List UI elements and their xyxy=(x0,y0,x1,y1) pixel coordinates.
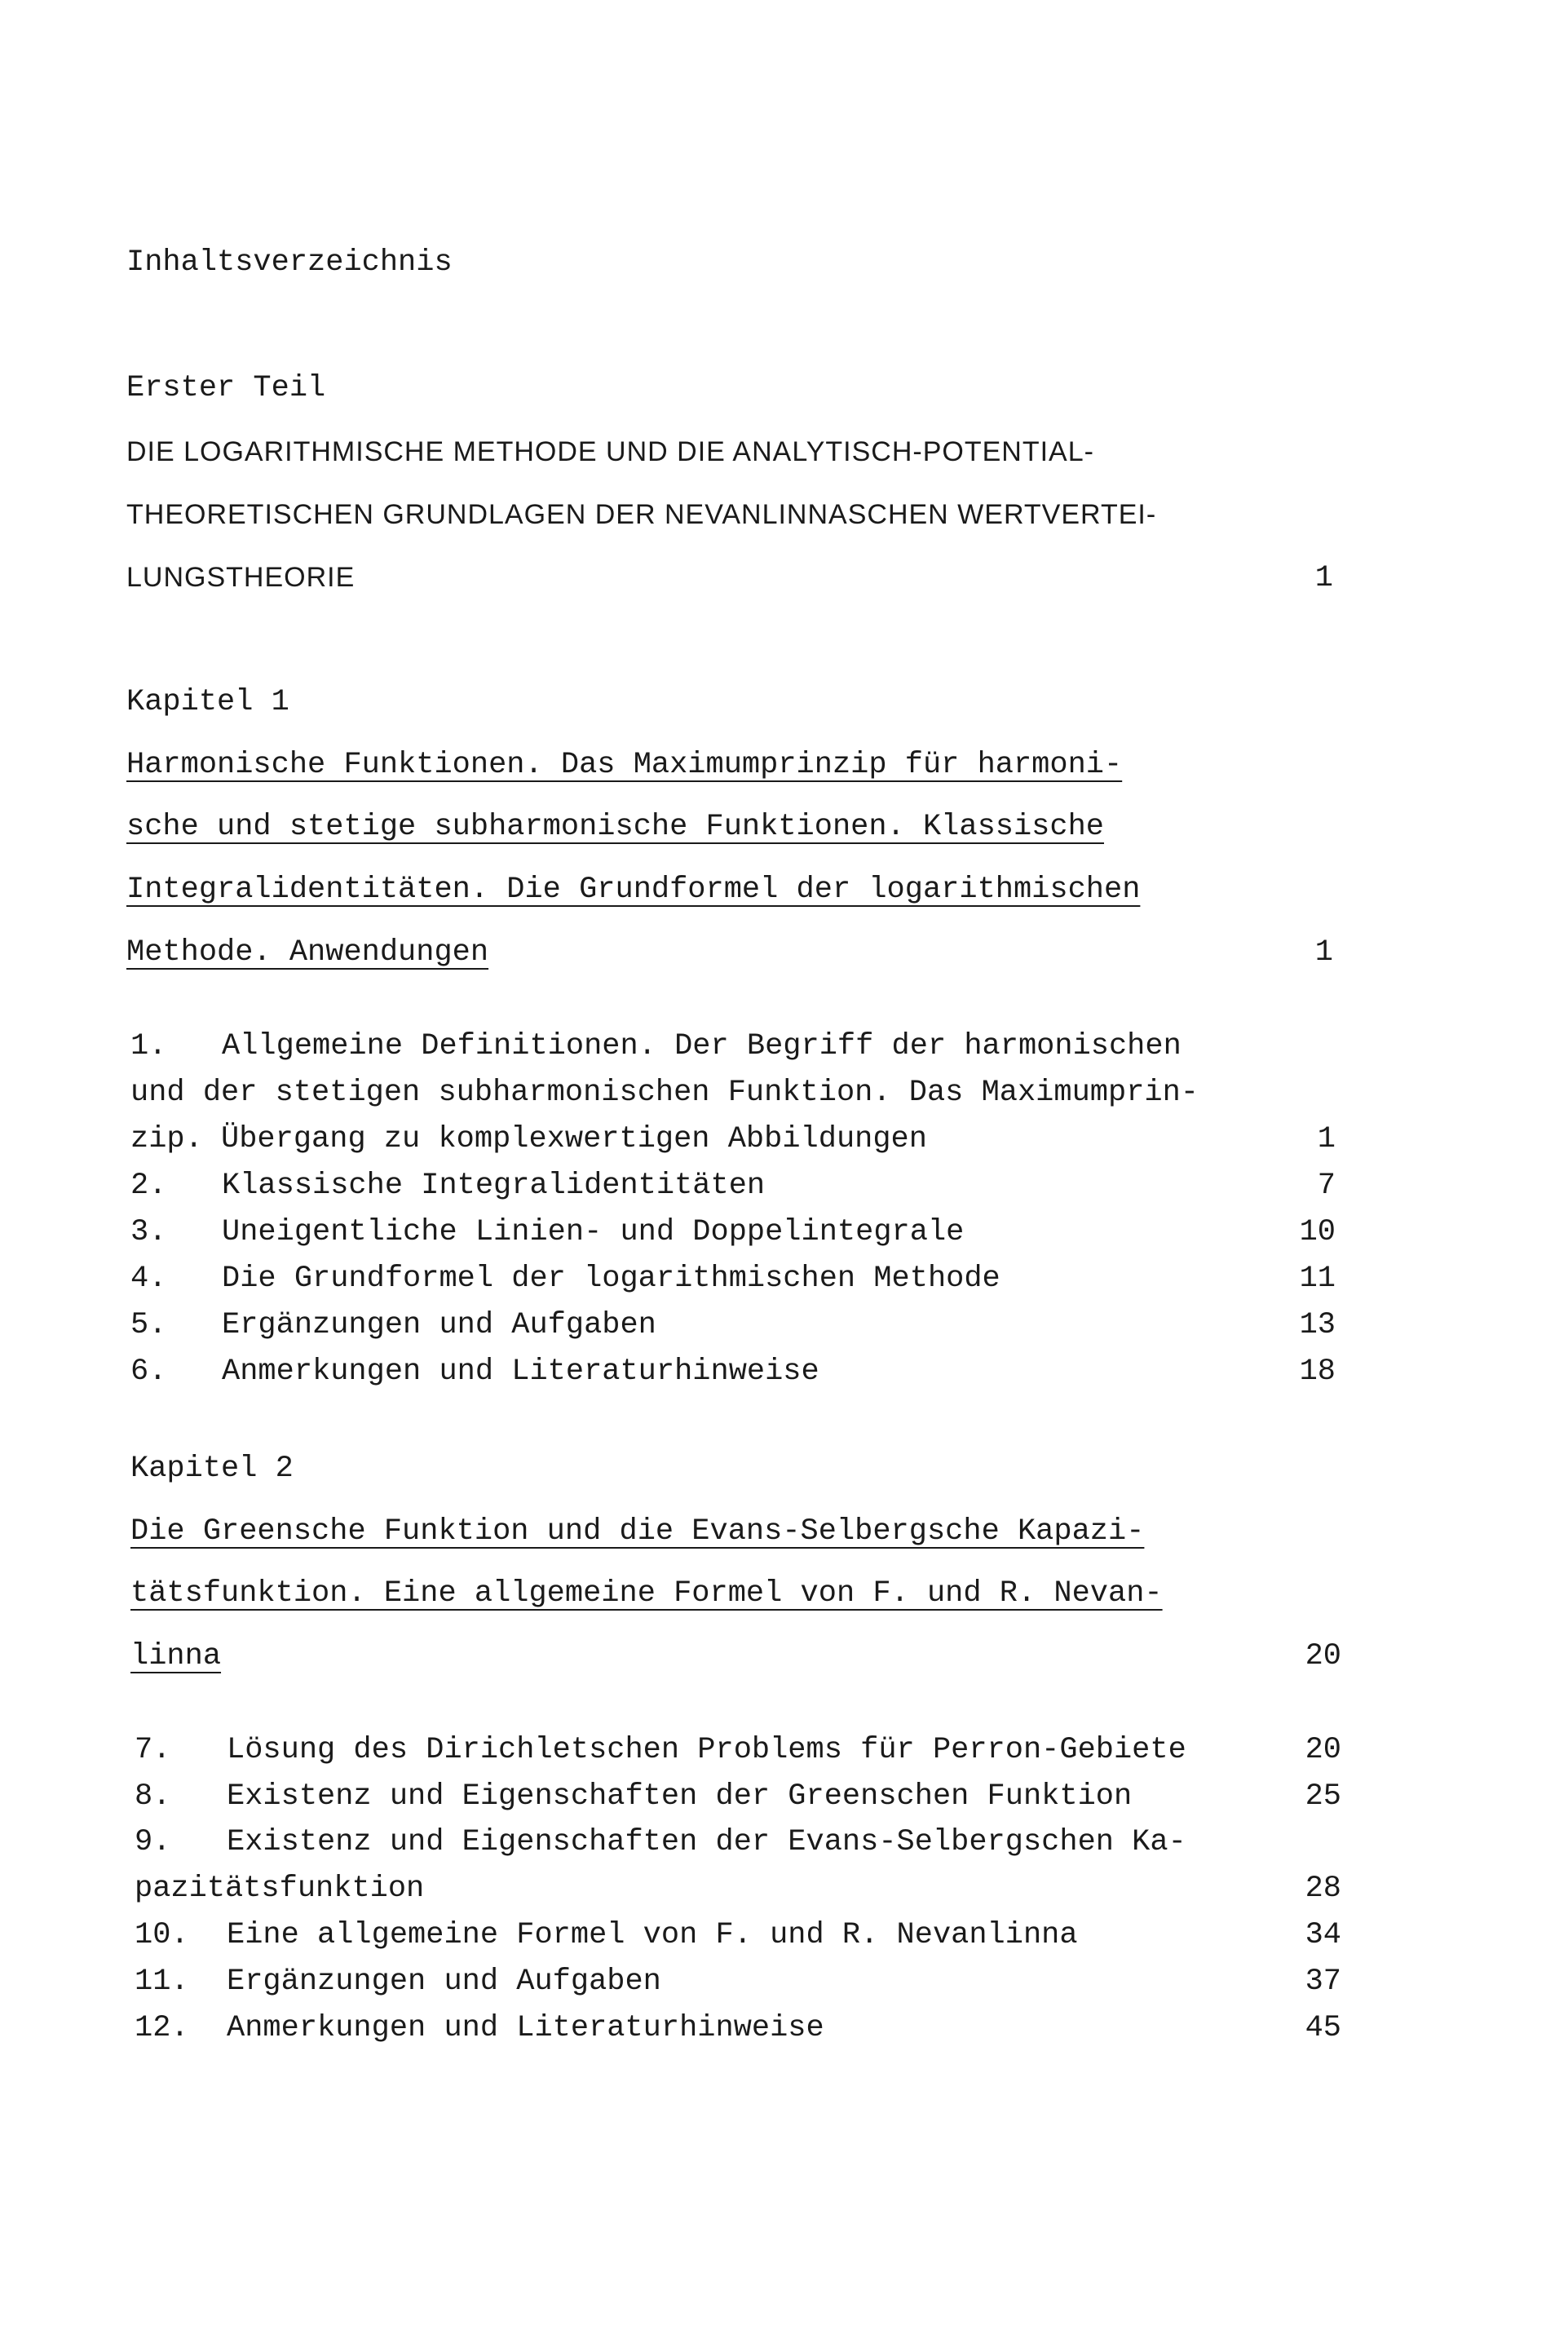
section-page-number: 10 xyxy=(1299,1215,1336,1249)
section-title: Ergänzungen und Aufgaben xyxy=(227,1965,661,1999)
section-number: 12. xyxy=(135,2011,189,2045)
section-number: 6. xyxy=(130,1355,167,1389)
chapter-1-page-number: 1 xyxy=(1314,935,1333,970)
chapter-1-title-line: Harmonische Funktionen. Das Maximumprinzip für harmoni- xyxy=(126,748,1123,782)
chapter-2-page-number: 20 xyxy=(1305,1639,1341,1673)
section-page-number: 18 xyxy=(1299,1355,1336,1389)
section-number: 8. xyxy=(135,1779,171,1814)
section-page-number: 28 xyxy=(1305,1872,1341,1906)
section-number: 9. xyxy=(135,1825,171,1859)
part-page-number: 1 xyxy=(1314,561,1333,595)
section-title: Existenz und Eigenschaften der Greenschen Funktion xyxy=(227,1779,1133,1814)
section-title-line: Allgemeine Definitionen. Der Begriff der harmonischen xyxy=(222,1029,1182,1063)
section-title: Eine allgemeine Formel von F. und R. Nevanlinna xyxy=(227,1918,1078,1952)
section-title: Uneigentliche Linien- und Doppelintegrale xyxy=(222,1215,965,1249)
part-title-line: THEORETISCHEN GRUNDLAGEN DER NEVANLINNASCHEN WERTVERTEI- xyxy=(126,499,1157,530)
section-page-number: 7 xyxy=(1317,1169,1336,1203)
chapter-2-title-line: tätsfunktion. Eine allgemeine Formel von F. und R. Nevan- xyxy=(130,1576,1163,1611)
section-page-number: 13 xyxy=(1299,1308,1336,1342)
section-page-number: 37 xyxy=(1305,1965,1341,1999)
section-number: 10. xyxy=(135,1918,189,1952)
part-title-line: DIE LOGARITHMISCHE METHODE UND DIE ANALYTISCH-POTENTIAL- xyxy=(126,436,1094,467)
section-number: 4. xyxy=(130,1262,167,1296)
section-number: 3. xyxy=(130,1215,167,1249)
section-title: Lösung des Dirichletschen Problems für Perron-Gebiete xyxy=(227,1733,1186,1767)
section-title: Anmerkungen und Literaturhinweise xyxy=(222,1355,819,1389)
section-title: Anmerkungen und Literaturhinweise xyxy=(227,2011,824,2045)
section-number: 5. xyxy=(130,1308,167,1342)
section-title-line: und der stetigen subharmonischen Funktion. Das Maximumprin- xyxy=(130,1076,1199,1110)
chapter-2-label: Kapitel 2 xyxy=(130,1452,294,1486)
section-title: Die Grundformel der logarithmischen Methode xyxy=(222,1262,1000,1296)
section-page-number: 25 xyxy=(1305,1779,1341,1814)
section-number: 1. xyxy=(130,1029,167,1063)
chapter-2-title-line: linna xyxy=(130,1639,222,1673)
page-title: Inhaltsverzeichnis xyxy=(126,245,453,280)
section-page-number: 34 xyxy=(1305,1918,1341,1952)
section-page-number: 11 xyxy=(1299,1262,1336,1296)
section-title-line: pazitätsfunktion xyxy=(135,1872,425,1906)
section-page-number: 45 xyxy=(1305,2011,1341,2045)
part-title-line: LUNGSTHEORIE xyxy=(126,562,356,593)
section-title-line: zip. Übergang zu komplexwertigen Abbildungen xyxy=(130,1122,927,1156)
section-number: 7. xyxy=(135,1733,171,1767)
part-label: Erster Teil xyxy=(126,371,326,405)
chapter-1-label: Kapitel 1 xyxy=(126,685,289,719)
section-title-line: Existenz und Eigenschaften der Evans-Selbergschen Ka- xyxy=(227,1825,1186,1859)
section-number: 2. xyxy=(130,1169,167,1203)
section-title: Klassische Integralidentitäten xyxy=(222,1169,766,1203)
chapter-1-title-line: sche und stetige subharmonische Funktionen. Klassische xyxy=(126,810,1104,844)
chapter-1-title-line: Methode. Anwendungen xyxy=(126,935,489,970)
chapter-2-title-line: Die Greensche Funktion und die Evans-Selbergsche Kapazi- xyxy=(130,1514,1145,1549)
chapter-1-title-line: Integralidentitäten. Die Grundformel der logarithmischen xyxy=(126,873,1141,907)
section-page-number: 20 xyxy=(1305,1733,1341,1767)
section-number: 11. xyxy=(135,1965,189,1999)
section-title: Ergänzungen und Aufgaben xyxy=(222,1308,656,1342)
section-page-number: 1 xyxy=(1317,1122,1336,1156)
